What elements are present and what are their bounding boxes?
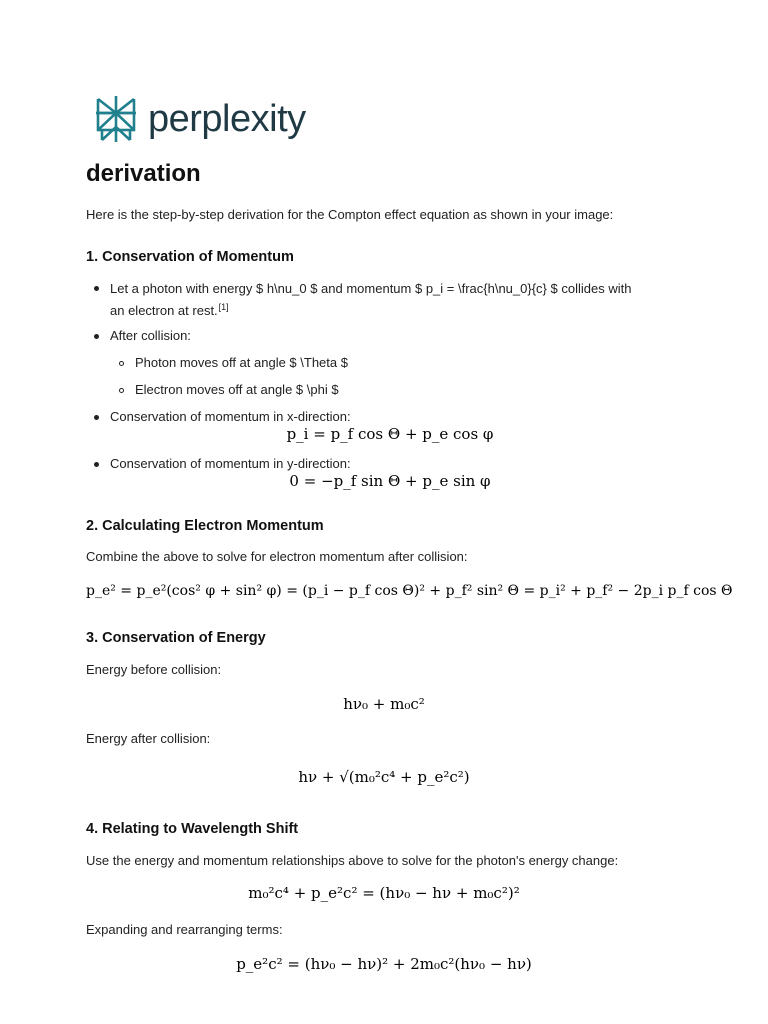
- equation-electron-momentum: p_e² = p_e²(cos² φ + sin² φ) = (p_i − p_f cos Θ)² + p_f² sin² Θ = p_i² + p_f² − 2p_i p_f cos Θ: [86, 583, 733, 599]
- perplexity-logo-icon: [94, 94, 138, 144]
- section-3-text-before: Energy before collision:: [86, 662, 222, 677]
- section-4-text2: Expanding and rearranging terms:: [86, 922, 283, 937]
- bullet-marker: [94, 334, 99, 339]
- citation-link[interactable]: [1]: [218, 302, 229, 312]
- section-1-heading: 1. Conservation of Momentum: [86, 249, 294, 265]
- equation-momentum-x: p_i = p_f cos Θ + p_e cos φ: [286, 425, 494, 443]
- section-3-heading: 3. Conservation of Energy: [86, 630, 266, 646]
- bullet-marker: [94, 462, 99, 467]
- equation-expanded: p_e²c² = (hν₀ − hν)² + 2m₀c²(hν₀ − hν): [236, 955, 532, 973]
- section-2-text: Combine the above to solve for electron momentum after collision:: [86, 549, 468, 564]
- bullet-text: Conservation of momentum in x-direction:: [110, 409, 351, 424]
- sub-bullet-marker: [119, 361, 124, 366]
- sub-bullet-text: Electron moves off at angle $ \phi $: [135, 382, 339, 397]
- equation-energy-after: hν + √(m₀²c⁴ + p_e²c²): [298, 768, 470, 786]
- sub-bullet-text: Photon moves off at angle $ \Theta $: [135, 355, 348, 370]
- equation-momentum-y: 0 = −p_f sin Θ + p_e sin φ: [289, 472, 491, 490]
- bullet-text-line2: an electron at rest.: [110, 303, 218, 318]
- bullet-marker: [94, 415, 99, 420]
- bullet-text: Let a photon with energy $ h\nu_0 $ and momentum $ p_i = \frac{h\nu_0}{c} $ collides with: [110, 281, 632, 296]
- equation-energy-before: hν₀ + m₀c²: [343, 695, 425, 713]
- equation-energy-momentum: m₀²c⁴ + p_e²c² = (hν₀ − hν + m₀c²)²: [248, 884, 520, 902]
- section-2-heading: 2. Calculating Electron Momentum: [86, 518, 324, 534]
- section-3-text-after: Energy after collision:: [86, 731, 211, 746]
- intro-text: Here is the step-by-step derivation for the Compton effect equation as shown in your image:: [86, 207, 614, 222]
- brand-name: perplexity: [148, 98, 306, 140]
- bullet-text: After collision:: [110, 328, 191, 343]
- section-4-text: Use the energy and momentum relationships above to solve for the photon's energy change:: [86, 853, 619, 868]
- bullet-marker: [94, 286, 99, 291]
- page-title: derivation: [86, 160, 201, 187]
- bullet-text: Conservation of momentum in y-direction:: [110, 456, 351, 471]
- sub-bullet-marker: [119, 388, 124, 393]
- perplexity-logo: [94, 94, 306, 144]
- section-4-heading: 4. Relating to Wavelength Shift: [86, 821, 299, 837]
- bullet-text-continued: [110, 298, 229, 320]
